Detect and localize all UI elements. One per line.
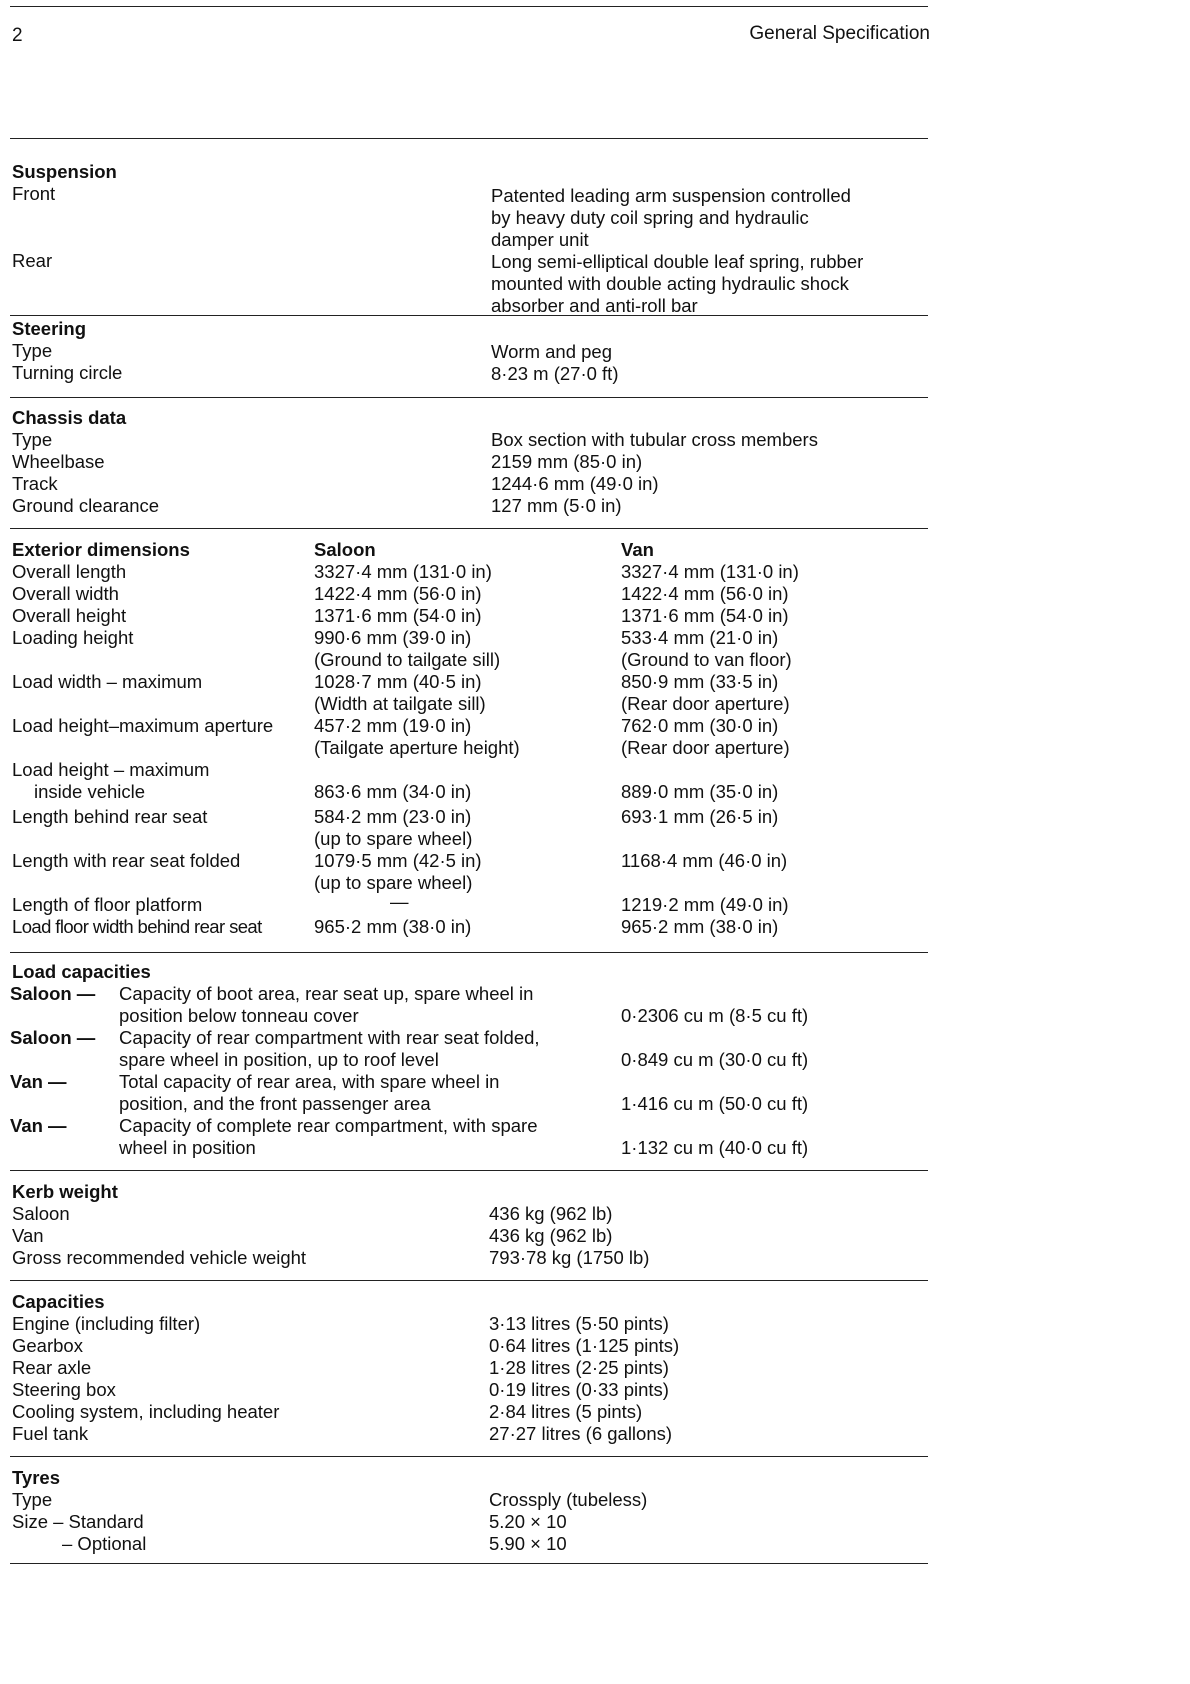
steering-heading: Steering	[12, 318, 87, 339]
chassis-value: 1244·6 mm (49·0 in)	[491, 473, 659, 494]
load-desc-line: wheel in position	[119, 1137, 256, 1158]
bottom-rule	[10, 1563, 928, 1564]
exterior-van-value: 1371·6 mm (54·0 in)	[621, 605, 789, 626]
suspension-front-line: by heavy duty coil spring and hydraulic	[491, 207, 809, 228]
tyres-label: – Optional	[62, 1533, 147, 1554]
exterior-label: Overall width	[12, 583, 119, 604]
tyres-value: 5.90 × 10	[489, 1533, 567, 1554]
section-rule	[10, 397, 928, 398]
capacities-value: 3·13 litres (5·50 pints)	[489, 1313, 669, 1334]
exterior-saloon-value: 584·2 mm (23·0 in)	[314, 806, 472, 827]
exterior-saloon-note: (up to spare wheel)	[314, 872, 473, 893]
exterior-label: Length behind rear seat	[12, 806, 208, 827]
exterior-van-value: 3327·4 mm (131·0 in)	[621, 561, 799, 582]
exterior-saloon-note: (up to spare wheel)	[314, 828, 473, 849]
exterior-label: Load height – maximum	[12, 759, 210, 780]
exterior-col-van: Van	[621, 539, 654, 560]
load-desc-line: Capacity of complete rear compartment, with spare	[119, 1115, 538, 1136]
exterior-saloon-value: 1422·4 mm (56·0 in)	[314, 583, 482, 604]
exterior-label: Load height–maximum aperture	[12, 715, 274, 736]
section-rule	[10, 952, 928, 953]
load-tag: Van —	[10, 1071, 67, 1092]
load-desc-line: Total capacity of rear area, with spare wheel in	[119, 1071, 500, 1092]
capacities-value: 2·84 litres (5 pints)	[489, 1401, 643, 1422]
page-number: 2	[12, 25, 23, 46]
capacities-value: 0·19 litres (0·33 pints)	[489, 1379, 669, 1400]
exterior-saloon-note: (Width at tailgate sill)	[314, 693, 486, 714]
exterior-col-saloon: Saloon	[314, 539, 376, 560]
exterior-saloon-value: 1028·7 mm (40·5 in)	[314, 671, 482, 692]
exterior-heading: Exterior dimensions	[12, 539, 190, 560]
kerb-value: 793·78 kg (1750 lb)	[489, 1247, 650, 1268]
capacities-value: 27·27 litres (6 gallons)	[489, 1423, 673, 1444]
chassis-heading: Chassis data	[12, 407, 127, 428]
suspension-front-label: Front	[12, 183, 56, 204]
chassis-label: Type	[12, 429, 53, 450]
capacities-value: 1·28 litres (2·25 pints)	[489, 1357, 669, 1378]
exterior-label: Length of floor platform	[12, 894, 203, 915]
exterior-saloon-value: 990·6 mm (39·0 in)	[314, 627, 472, 648]
exterior-label: inside vehicle	[34, 781, 146, 802]
exterior-label: Load width – maximum	[12, 671, 203, 692]
capacities-label: Cooling system, including heater	[12, 1401, 280, 1422]
capacities-label: Fuel tank	[12, 1423, 89, 1444]
top-rule	[10, 6, 928, 7]
steering-label: Type	[12, 340, 53, 361]
exterior-van-value: 533·4 mm (21·0 in)	[621, 627, 779, 648]
load-desc-line: position below tonneau cover	[119, 1005, 359, 1026]
exterior-saloon-value: —	[390, 891, 409, 912]
exterior-saloon-value: 3327·4 mm (131·0 in)	[314, 561, 492, 582]
kerb-label: Gross recommended vehicle weight	[12, 1247, 307, 1268]
exterior-van-value: 762·0 mm (30·0 in)	[621, 715, 779, 736]
exterior-van-value: 693·1 mm (26·5 in)	[621, 806, 779, 827]
exterior-van-note: (Rear door aperture)	[621, 693, 790, 714]
load-value: 0·849 cu m (30·0 cu ft)	[621, 1049, 809, 1070]
exterior-saloon-value: 965·2 mm (38·0 in)	[314, 916, 472, 937]
kerb-heading: Kerb weight	[12, 1181, 118, 1202]
load-tag: Saloon —	[10, 1027, 96, 1048]
tyres-value: 5.20 × 10	[489, 1511, 567, 1532]
load-value: 1·132 cu m (40·0 cu ft)	[621, 1137, 809, 1158]
exterior-van-value: 965·2 mm (38·0 in)	[621, 916, 779, 937]
chassis-value: 2159 mm (85·0 in)	[491, 451, 643, 472]
page-title: General Specification	[749, 23, 930, 44]
suspension-rear-line: absorber and anti-roll bar	[491, 295, 698, 316]
load-heading: Load capacities	[12, 961, 151, 982]
tyres-label: Type	[12, 1489, 53, 1510]
load-desc-line: Capacity of rear compartment with rear seat folded,	[119, 1027, 540, 1048]
load-desc-line: spare wheel in position, up to roof level	[119, 1049, 439, 1070]
exterior-saloon-note: (Ground to tailgate sill)	[314, 649, 501, 670]
tyres-heading: Tyres	[12, 1467, 60, 1488]
chassis-label: Wheelbase	[12, 451, 105, 472]
exterior-van-value: 1168·4 mm (46·0 in)	[621, 850, 788, 871]
exterior-van-note: (Ground to van floor)	[621, 649, 792, 670]
section-rule	[10, 1170, 928, 1171]
steering-value: Worm and peg	[491, 341, 612, 362]
steering-label: Turning circle	[12, 362, 123, 383]
exterior-saloon-value: 863·6 mm (34·0 in)	[314, 781, 472, 802]
suspension-front-line: damper unit	[491, 229, 589, 250]
exterior-saloon-value: 1371·6 mm (54·0 in)	[314, 605, 482, 626]
exterior-saloon-value: 1079·5 mm (42·5 in)	[314, 850, 482, 871]
capacities-label: Engine (including filter)	[12, 1313, 201, 1334]
section-rule	[10, 1456, 928, 1457]
suspension-rear-label: Rear	[12, 250, 53, 271]
load-tag: Van —	[10, 1115, 67, 1136]
load-desc-line: Capacity of boot area, rear seat up, spare wheel in	[119, 983, 534, 1004]
capacities-label: Rear axle	[12, 1357, 92, 1378]
chassis-label: Ground clearance	[12, 495, 160, 516]
capacities-label: Gearbox	[12, 1335, 83, 1356]
suspension-heading: Suspension	[12, 161, 117, 182]
suspension-rear-line: mounted with double acting hydraulic shock	[491, 273, 849, 294]
exterior-label: Loading height	[12, 627, 134, 648]
section-rule	[10, 315, 928, 316]
exterior-label: Overall height	[12, 605, 127, 626]
load-value: 1·416 cu m (50·0 cu ft)	[621, 1093, 809, 1114]
capacities-label: Steering box	[12, 1379, 116, 1400]
section-rule	[10, 1280, 928, 1281]
kerb-value: 436 kg (962 lb)	[489, 1203, 613, 1224]
capacities-value: 0·64 litres (1·125 pints)	[489, 1335, 680, 1356]
exterior-van-note: (Rear door aperture)	[621, 737, 790, 758]
section-rule	[10, 138, 928, 139]
exterior-label: Load floor width behind rear seat	[12, 916, 262, 937]
load-tag: Saloon —	[10, 983, 96, 1004]
suspension-front-line: Patented leading arm suspension controlled	[491, 185, 851, 206]
tyres-value: Crossply (tubeless)	[489, 1489, 648, 1510]
tyres-label: Size – Standard	[12, 1511, 144, 1532]
kerb-label: Saloon	[12, 1203, 70, 1224]
exterior-van-value: 1219·2 mm (49·0 in)	[621, 894, 789, 915]
kerb-label: Van	[12, 1225, 44, 1246]
kerb-value: 436 kg (962 lb)	[489, 1225, 613, 1246]
section-rule	[10, 528, 928, 529]
suspension-rear-line: Long semi-elliptical double leaf spring, rubber	[491, 251, 864, 272]
exterior-saloon-note: (Tailgate aperture height)	[314, 737, 520, 758]
exterior-van-value: 850·9 mm (33·5 in)	[621, 671, 779, 692]
exterior-saloon-value: 457·2 mm (19·0 in)	[314, 715, 472, 736]
chassis-label: Track	[12, 473, 58, 494]
chassis-value: 127 mm (5·0 in)	[491, 495, 622, 516]
load-desc-line: position, and the front passenger area	[119, 1093, 431, 1114]
capacities-heading: Capacities	[12, 1291, 105, 1312]
exterior-van-value: 1422·4 mm (56·0 in)	[621, 583, 789, 604]
exterior-label: Overall length	[12, 561, 127, 582]
exterior-label: Length with rear seat folded	[12, 850, 241, 871]
steering-value: 8·23 m (27·0 ft)	[491, 363, 619, 384]
chassis-value: Box section with tubular cross members	[491, 429, 818, 450]
exterior-van-value: 889·0 mm (35·0 in)	[621, 781, 779, 802]
load-value: 0·2306 cu m (8·5 cu ft)	[621, 1005, 809, 1026]
